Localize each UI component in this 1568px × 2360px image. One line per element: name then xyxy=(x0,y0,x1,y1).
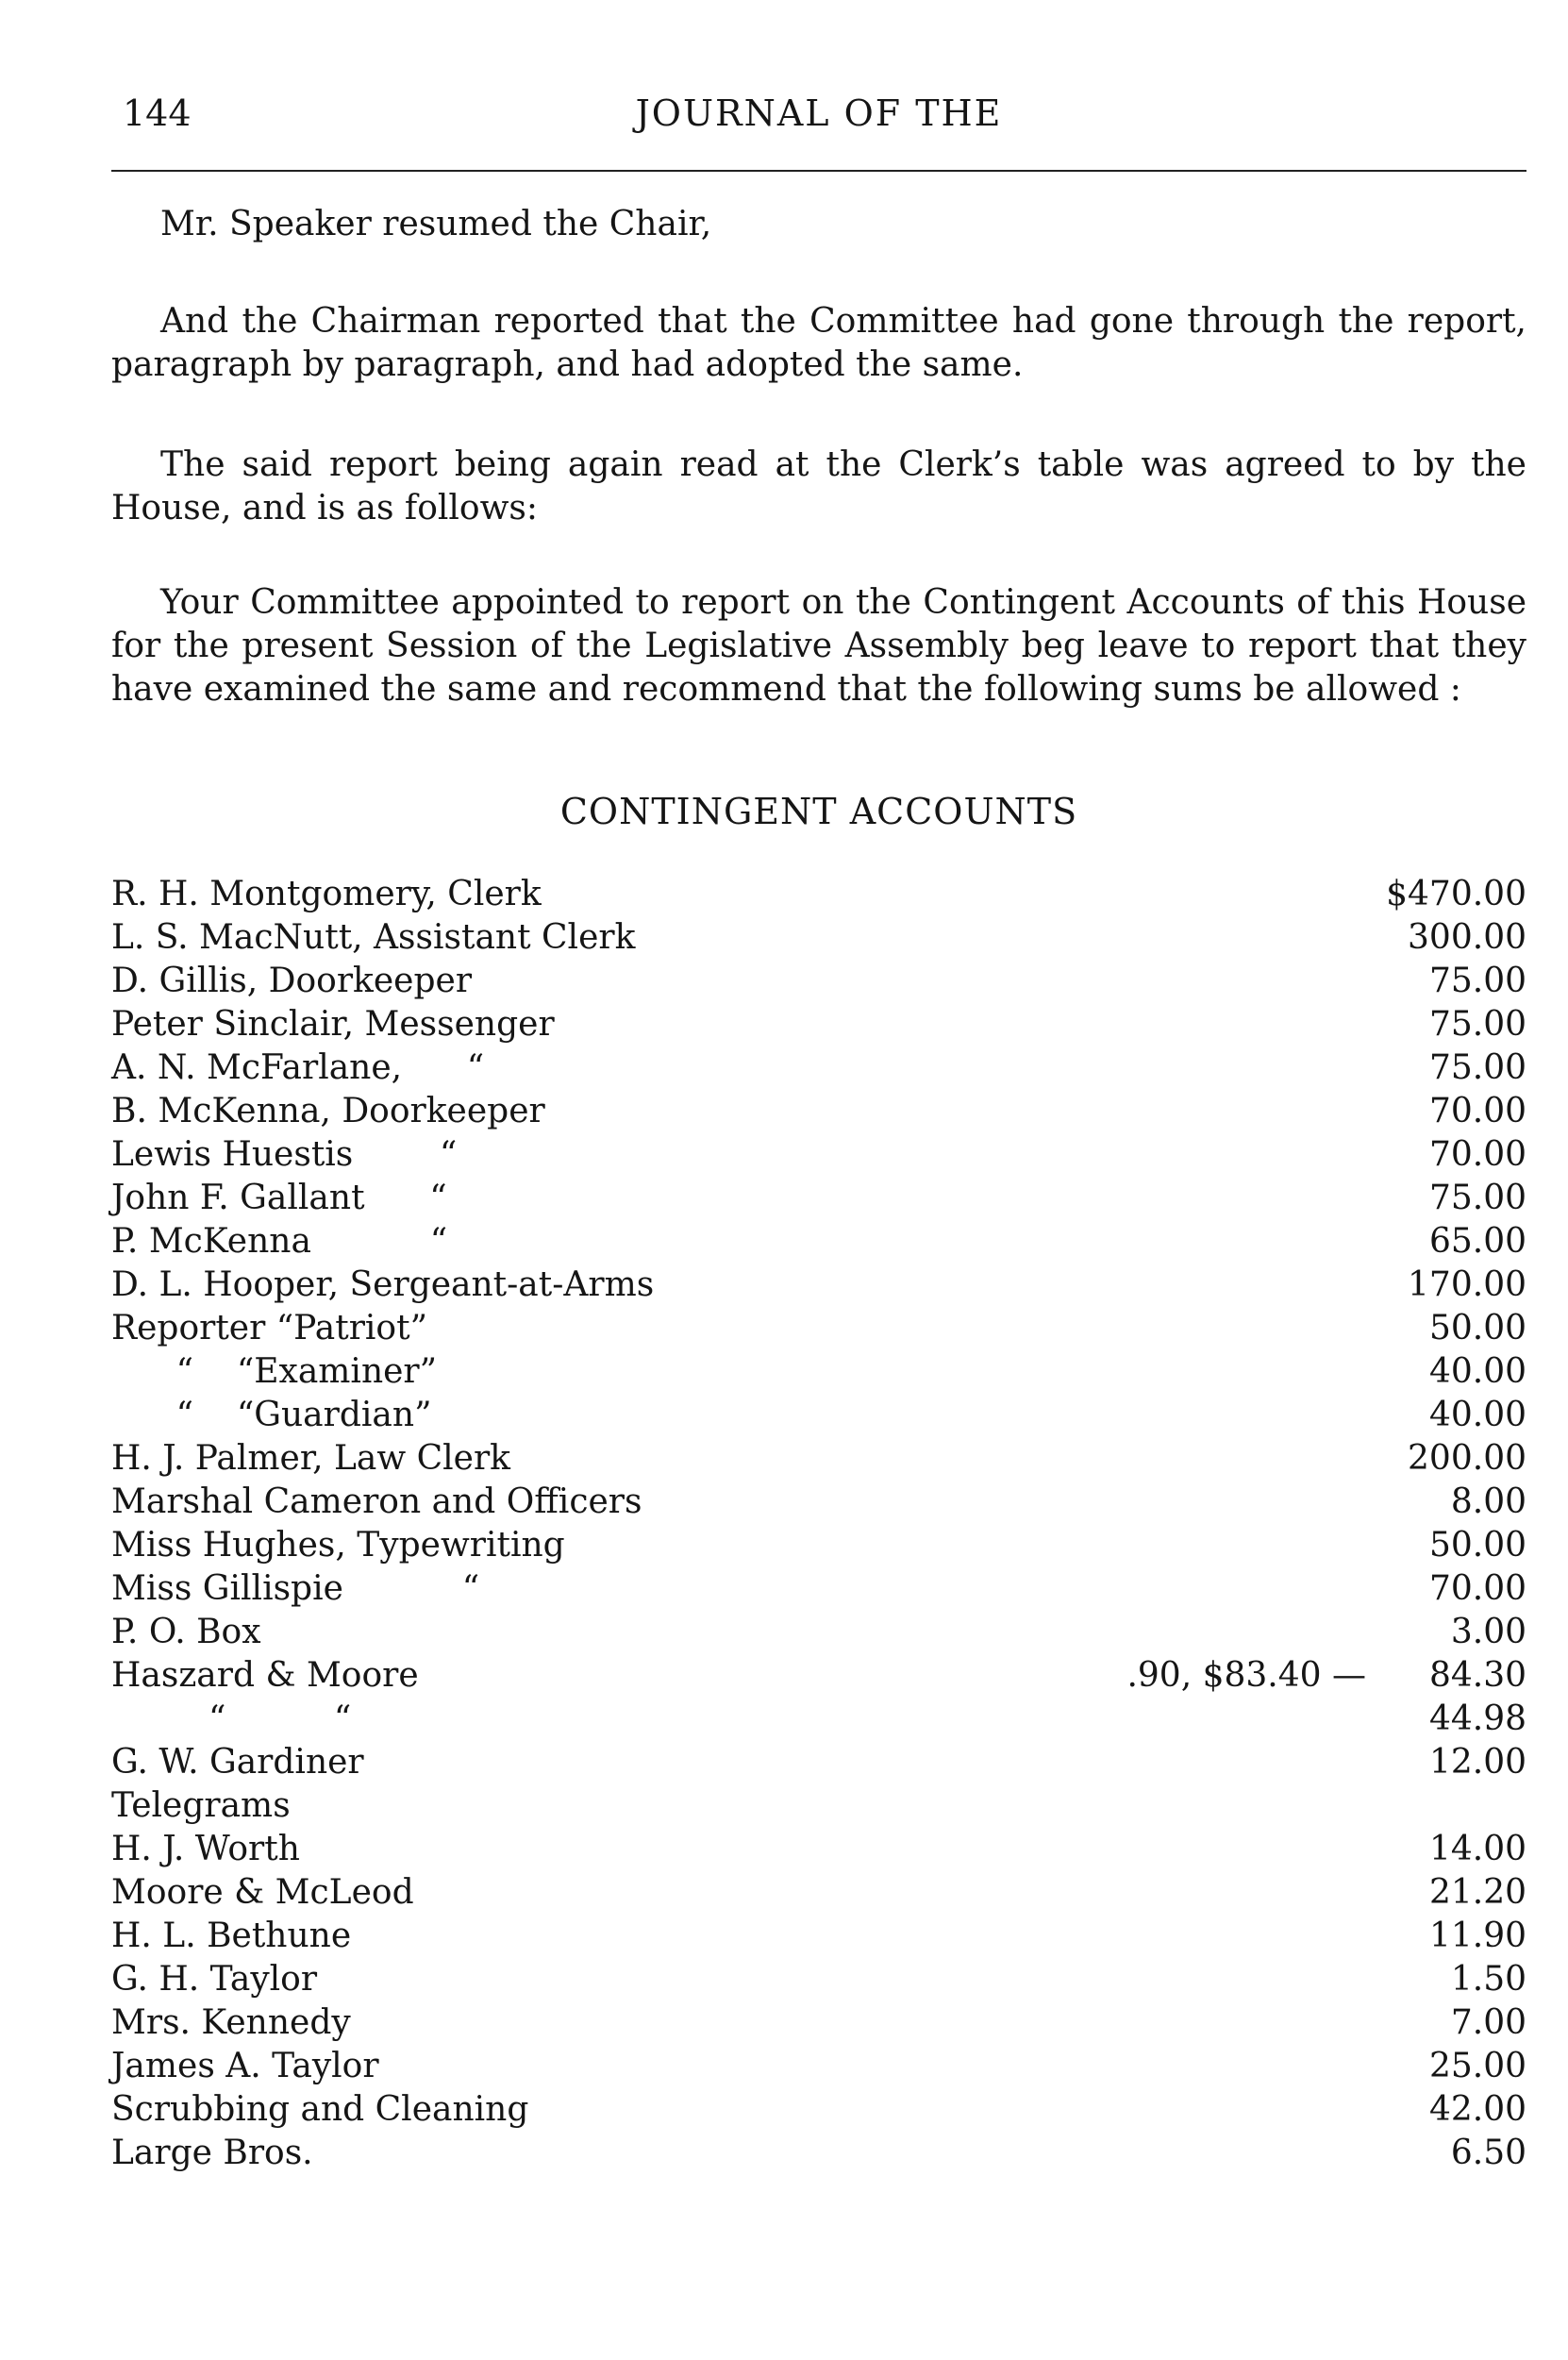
account-row xyxy=(111,1133,1526,1177)
account-amount: 1.50 xyxy=(1450,1960,1526,1999)
account-row xyxy=(111,960,1526,1003)
paragraph-chairman-reported: And the Chairman reported that the Committee had gone through the report, paragraph by paragraph, and had adopted the same. xyxy=(111,302,1526,384)
account-payee: H. J. Palmer, Law Clerk xyxy=(111,1439,510,1478)
account-amount: 50.00 xyxy=(1428,1309,1526,1347)
account-row xyxy=(111,1567,1526,1611)
account-amount: 75.00 xyxy=(1428,962,1526,1000)
account-amount: 75.00 xyxy=(1428,1179,1526,1217)
account-amount: 75.00 xyxy=(1428,1005,1526,1044)
account-row xyxy=(111,1524,1526,1567)
account-amount: 200.00 xyxy=(1408,1439,1526,1478)
account-payee: D. Gillis, Doorkeeper xyxy=(111,962,473,1000)
account-amount: 84.30 xyxy=(1428,1656,1526,1695)
account-amount: 70.00 xyxy=(1428,1569,1526,1608)
account-payee: John F. Gallant “ xyxy=(111,1179,447,1217)
account-row xyxy=(111,1394,1526,1437)
account-amount: 12.00 xyxy=(1428,1743,1526,1782)
running-head: JOURNAL OF THE xyxy=(635,92,1003,134)
account-payee: Mrs. Kennedy xyxy=(111,2003,351,2042)
account-row xyxy=(111,1611,1526,1654)
paragraph-speaker-resumed: Mr. Speaker resumed the Chair, xyxy=(160,205,712,243)
accounts-list xyxy=(111,873,1526,2175)
account-amount: 8.00 xyxy=(1450,1482,1526,1521)
account-amount: 70.00 xyxy=(1428,1135,1526,1174)
account-note: .90, $83.40 — xyxy=(1126,1656,1366,1695)
account-amount: 50.00 xyxy=(1428,1526,1526,1565)
account-row xyxy=(111,1307,1526,1350)
header-rule xyxy=(111,170,1526,172)
account-payee: Reporter “Patriot” xyxy=(111,1309,427,1347)
account-amount: 65.00 xyxy=(1428,1222,1526,1261)
account-amount: 42.00 xyxy=(1428,2090,1526,2129)
account-payee: Haszard & Moore xyxy=(111,1656,419,1695)
page-header xyxy=(111,92,1526,149)
account-amount: $470.00 xyxy=(1386,875,1526,913)
account-amount: 21.20 xyxy=(1428,1873,1526,1912)
account-row xyxy=(111,1090,1526,1133)
account-row xyxy=(111,2045,1526,2088)
section-title: CONTINGENT ACCOUNTS xyxy=(559,791,1078,832)
account-payee: Lewis Huestis “ xyxy=(111,1135,458,1174)
account-payee: H. J. Worth xyxy=(111,1830,300,1868)
account-payee: L. S. MacNutt, Assistant Clerk xyxy=(111,918,636,957)
account-amount: 14.00 xyxy=(1428,1830,1526,1868)
account-payee: “ “Guardian” xyxy=(111,1396,432,1434)
account-row xyxy=(111,1350,1526,1394)
account-row xyxy=(111,1871,1526,1915)
account-row xyxy=(111,1915,1526,1958)
paragraph-committee-report: Your Committee appointed to report on the Contingent Accounts of this House for the present Session of the Legislative Assembly beg leave to report that they have examined the same and recommend that the following sums be allowed : xyxy=(111,583,1526,709)
account-amount: 75.00 xyxy=(1428,1048,1526,1087)
account-amount: 170.00 xyxy=(1408,1265,1526,1304)
account-payee: H. L. Bethune xyxy=(111,1916,352,1955)
account-payee: G. H. Taylor xyxy=(111,1960,318,1999)
account-payee: G. W. Gardiner xyxy=(111,1743,364,1782)
account-amount: 6.50 xyxy=(1450,2134,1526,2172)
account-amount: 44.98 xyxy=(1428,1699,1526,1738)
account-payee: Moore & McLeod xyxy=(111,1873,414,1912)
account-payee: P. O. Box xyxy=(111,1613,261,1651)
account-row xyxy=(111,1437,1526,1481)
page-number: 144 xyxy=(123,92,192,134)
account-payee: R. H. Montgomery, Clerk xyxy=(111,875,542,913)
account-payee: Miss Gillispie “ xyxy=(111,1569,480,1608)
account-row xyxy=(111,1698,1526,1741)
account-payee: P. McKenna “ xyxy=(111,1222,448,1261)
account-payee: Scrubbing and Cleaning xyxy=(111,2090,529,2129)
account-amount: 40.00 xyxy=(1428,1396,1526,1434)
account-row xyxy=(111,916,1526,960)
account-row xyxy=(111,1958,1526,2001)
account-amount: 70.00 xyxy=(1428,1092,1526,1130)
account-payee: “ “ xyxy=(111,1699,352,1738)
paragraph-report-agreed: The said report being again read at the Clerk’s table was agreed to by the House, and is as follows: xyxy=(111,445,1526,527)
account-amount: 40.00 xyxy=(1428,1352,1526,1391)
account-row xyxy=(111,1003,1526,1046)
account-payee: Large Bros. xyxy=(111,2134,313,2172)
account-amount: 11.90 xyxy=(1428,1916,1526,1955)
account-row xyxy=(111,1177,1526,1220)
account-payee: Miss Hughes, Typewriting xyxy=(111,1526,565,1565)
account-payee: D. L. Hooper, Sergeant-at-Arms xyxy=(111,1265,655,1304)
account-row xyxy=(111,1654,1526,1698)
account-payee: Marshal Cameron and Officers xyxy=(111,1482,642,1521)
account-amount: 300.00 xyxy=(1408,918,1526,957)
account-row xyxy=(111,2001,1526,2045)
account-row xyxy=(111,2132,1526,2175)
account-payee: Peter Sinclair, Messenger xyxy=(111,1005,555,1044)
account-amount: 3.00 xyxy=(1450,1613,1526,1651)
account-row xyxy=(111,1828,1526,1871)
account-payee: B. McKenna, Doorkeeper xyxy=(111,1092,545,1130)
account-row xyxy=(111,2088,1526,2132)
account-payee: James A. Taylor xyxy=(111,2047,379,2085)
account-payee: “ “Examiner” xyxy=(111,1352,438,1391)
account-row xyxy=(111,1046,1526,1090)
account-row xyxy=(111,1220,1526,1264)
account-row xyxy=(111,1784,1526,1828)
account-amount: 7.00 xyxy=(1450,2003,1526,2042)
account-amount: 25.00 xyxy=(1428,2047,1526,2085)
account-payee: Telegrams xyxy=(111,1786,291,1825)
account-row xyxy=(111,1741,1526,1784)
account-payee: A. N. McFarlane, “ xyxy=(111,1048,485,1087)
account-row xyxy=(111,873,1526,916)
account-row xyxy=(111,1481,1526,1524)
account-row xyxy=(111,1264,1526,1307)
